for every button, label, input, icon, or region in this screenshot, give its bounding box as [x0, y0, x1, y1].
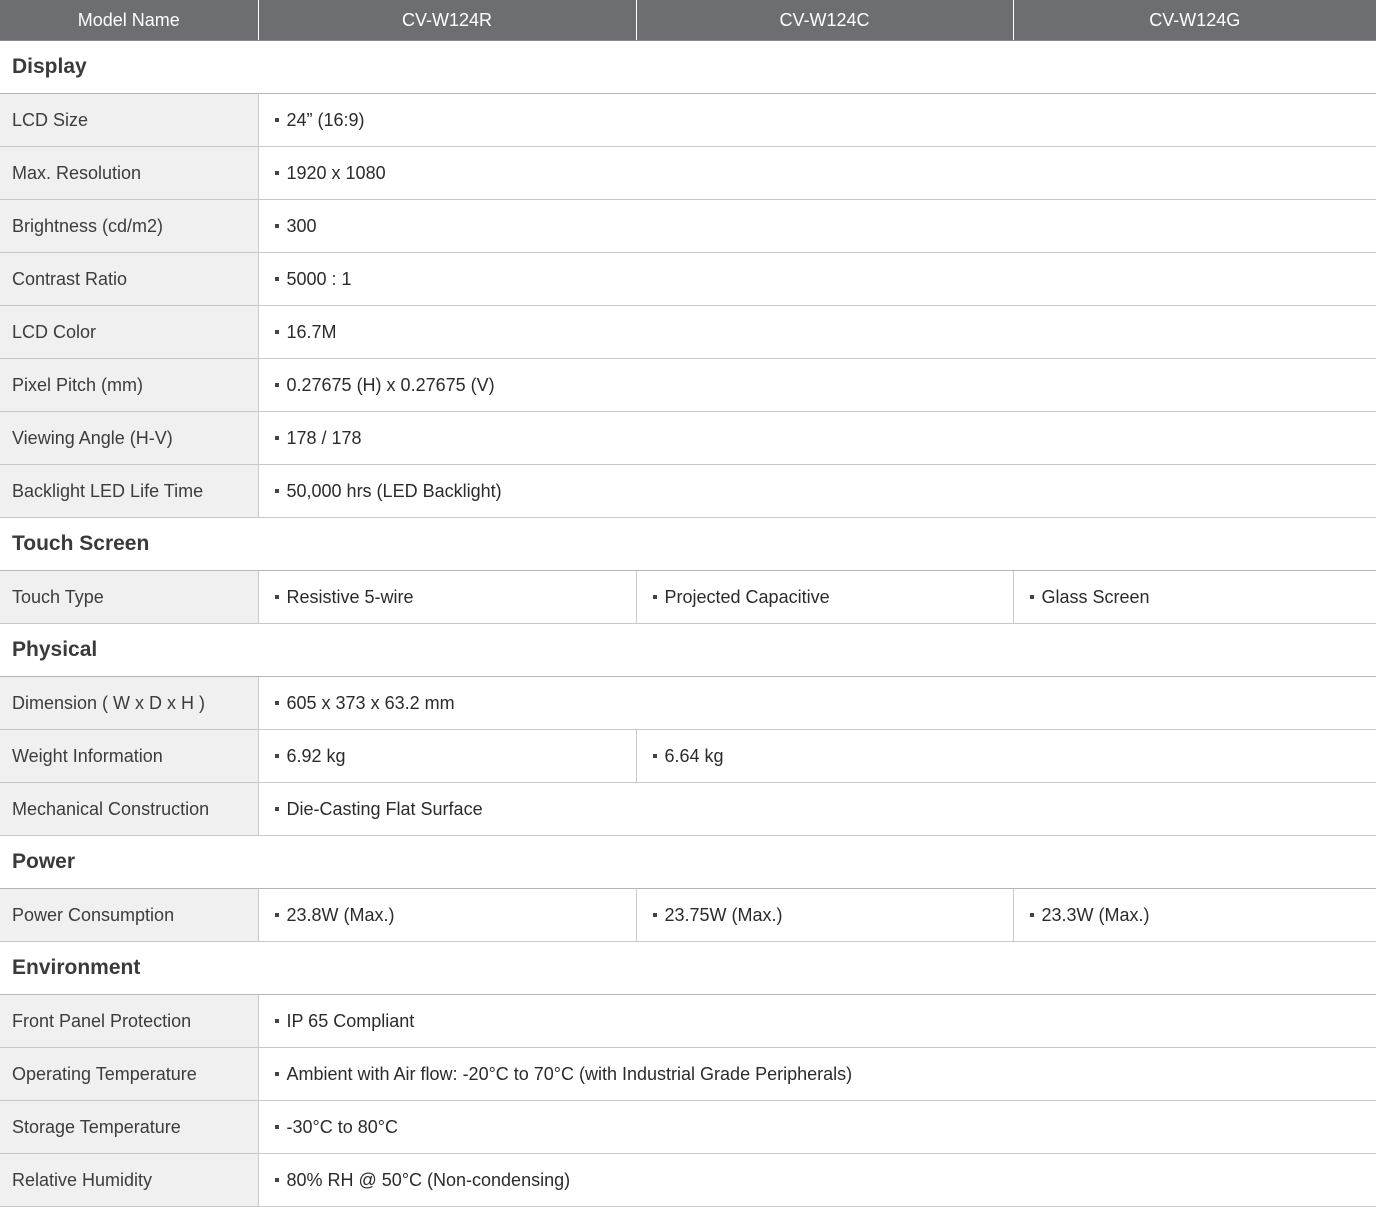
- spec-value: 5000 : 1: [286, 268, 352, 289]
- spec-value-cell: [258, 147, 1376, 200]
- header-row: [0, 0, 1376, 41]
- spec-value: Projected Capacitive: [664, 586, 830, 607]
- spec-value-cell: [258, 306, 1376, 359]
- model-name-header: Model Name: [0, 0, 258, 41]
- spec-label: Storage Temperature: [0, 1101, 258, 1154]
- spec-value: 300: [286, 215, 317, 236]
- spec-row: [0, 571, 1376, 624]
- spec-label: Front Panel Protection: [0, 995, 258, 1048]
- bullet-icon: [275, 436, 279, 440]
- spec-label: Pixel Pitch (mm): [0, 359, 258, 412]
- spec-value: 605 x 373 x 63.2 mm: [286, 692, 455, 713]
- spec-label: Brightness (cd/m2): [0, 200, 258, 253]
- bullet-icon: [275, 595, 279, 599]
- bullet-icon: [653, 913, 657, 917]
- bullet-icon: [275, 171, 279, 175]
- spec-value-cell: [636, 571, 1013, 624]
- spec-row: [0, 1101, 1376, 1154]
- spec-value: 0.27675 (H) x 0.27675 (V): [286, 374, 495, 395]
- spec-row: [0, 465, 1376, 518]
- model-header-cv-w124c: CV-W124C: [636, 0, 1013, 41]
- spec-value-cell: [258, 571, 636, 624]
- spec-label: Relative Humidity: [0, 1154, 258, 1207]
- spec-value-cell: [258, 995, 1376, 1048]
- spec-label: LCD Size: [0, 94, 258, 147]
- section-header-row: [0, 518, 1376, 571]
- spec-value: 6.64 kg: [664, 745, 724, 766]
- bullet-icon: [1030, 595, 1034, 599]
- spec-value: 1920 x 1080: [286, 162, 386, 183]
- spec-row: [0, 783, 1376, 836]
- spec-value: IP 65 Compliant: [286, 1010, 415, 1031]
- spec-value: 24” (16:9): [286, 109, 365, 130]
- spec-value-cell: [258, 253, 1376, 306]
- spec-value-cell: [258, 94, 1376, 147]
- spec-row: [0, 995, 1376, 1048]
- section-header-row: [0, 836, 1376, 889]
- spec-row: [0, 412, 1376, 465]
- spec-value-cell: [258, 1048, 1376, 1101]
- spec-row: [0, 359, 1376, 412]
- spec-value: 16.7M: [286, 321, 337, 342]
- section-header-row: [0, 624, 1376, 677]
- section-title: Environment: [0, 942, 1376, 995]
- spec-label: Power Consumption: [0, 889, 258, 942]
- spec-value: Glass Screen: [1041, 586, 1150, 607]
- bullet-icon: [275, 1072, 279, 1076]
- bullet-icon: [653, 595, 657, 599]
- spec-value: Resistive 5-wire: [286, 586, 414, 607]
- section-title: Physical: [0, 624, 1376, 677]
- bullet-icon: [275, 1178, 279, 1182]
- spec-label: Operating Temperature: [0, 1048, 258, 1101]
- bullet-icon: [275, 489, 279, 493]
- spec-value: 23.8W (Max.): [286, 904, 395, 925]
- spec-value-cell: [258, 1101, 1376, 1154]
- spec-value: 178 / 178: [286, 427, 362, 448]
- bullet-icon: [275, 277, 279, 281]
- spec-value-cell: [636, 730, 1376, 783]
- spec-value-cell: [258, 200, 1376, 253]
- section-header-row: [0, 41, 1376, 94]
- spec-label: Dimension ( W x D x H ): [0, 677, 258, 730]
- bullet-icon: [1030, 913, 1034, 917]
- spec-label: Backlight LED Life Time: [0, 465, 258, 518]
- spec-row: [0, 306, 1376, 359]
- model-header-cv-w124g: CV-W124G: [1013, 0, 1376, 41]
- bullet-icon: [275, 913, 279, 917]
- bullet-icon: [275, 701, 279, 705]
- spec-row: [0, 889, 1376, 942]
- spec-row: [0, 677, 1376, 730]
- spec-value-cell: [1013, 571, 1376, 624]
- spec-label: Touch Type: [0, 571, 258, 624]
- spec-value-cell: [258, 465, 1376, 518]
- spec-label: Viewing Angle (H-V): [0, 412, 258, 465]
- bullet-icon: [275, 754, 279, 758]
- bullet-icon: [275, 383, 279, 387]
- spec-value-cell: [258, 889, 636, 942]
- spec-row: [0, 253, 1376, 306]
- spec-value: 80% RH @ 50°C (Non-condensing): [286, 1169, 571, 1190]
- spec-value-cell: [258, 677, 1376, 730]
- spec-row: [0, 147, 1376, 200]
- bullet-icon: [275, 118, 279, 122]
- spec-value-cell: [258, 359, 1376, 412]
- spec-label: Weight Information: [0, 730, 258, 783]
- bullet-icon: [275, 330, 279, 334]
- spec-value-cell: [1013, 889, 1376, 942]
- spec-row: [0, 1048, 1376, 1101]
- section-header-row: [0, 942, 1376, 995]
- model-header-cv-w124r: CV-W124R: [258, 0, 636, 41]
- spec-value: Die-Casting Flat Surface: [286, 798, 483, 819]
- spec-label: Contrast Ratio: [0, 253, 258, 306]
- section-title: Power: [0, 836, 1376, 889]
- bullet-icon: [275, 807, 279, 811]
- spec-label: Mechanical Construction: [0, 783, 258, 836]
- spec-value: 23.75W (Max.): [664, 904, 783, 925]
- spec-value: 23.3W (Max.): [1041, 904, 1150, 925]
- spec-value-cell: [258, 1154, 1376, 1207]
- spec-value: -30°C to 80°C: [286, 1116, 398, 1137]
- section-title: Display: [0, 41, 1376, 94]
- bullet-icon: [653, 754, 657, 758]
- spec-value-cell: [258, 783, 1376, 836]
- bullet-icon: [275, 224, 279, 228]
- spec-row: [0, 730, 1376, 783]
- spec-value-cell: [258, 730, 636, 783]
- spec-label: Max. Resolution: [0, 147, 258, 200]
- section-title: Touch Screen: [0, 518, 1376, 571]
- spec-row: [0, 200, 1376, 253]
- spec-value: 50,000 hrs (LED Backlight): [286, 480, 502, 501]
- spec-value: 6.92 kg: [286, 745, 346, 766]
- spec-row: [0, 1154, 1376, 1207]
- spec-row: [0, 94, 1376, 147]
- spec-value-cell: [636, 889, 1013, 942]
- bullet-icon: [275, 1019, 279, 1023]
- spec-value: Ambient with Air flow: -20°C to 70°C (with Industrial Grade Peripherals): [286, 1063, 853, 1084]
- bullet-icon: [275, 1125, 279, 1129]
- spec-label: LCD Color: [0, 306, 258, 359]
- spec-value-cell: [258, 412, 1376, 465]
